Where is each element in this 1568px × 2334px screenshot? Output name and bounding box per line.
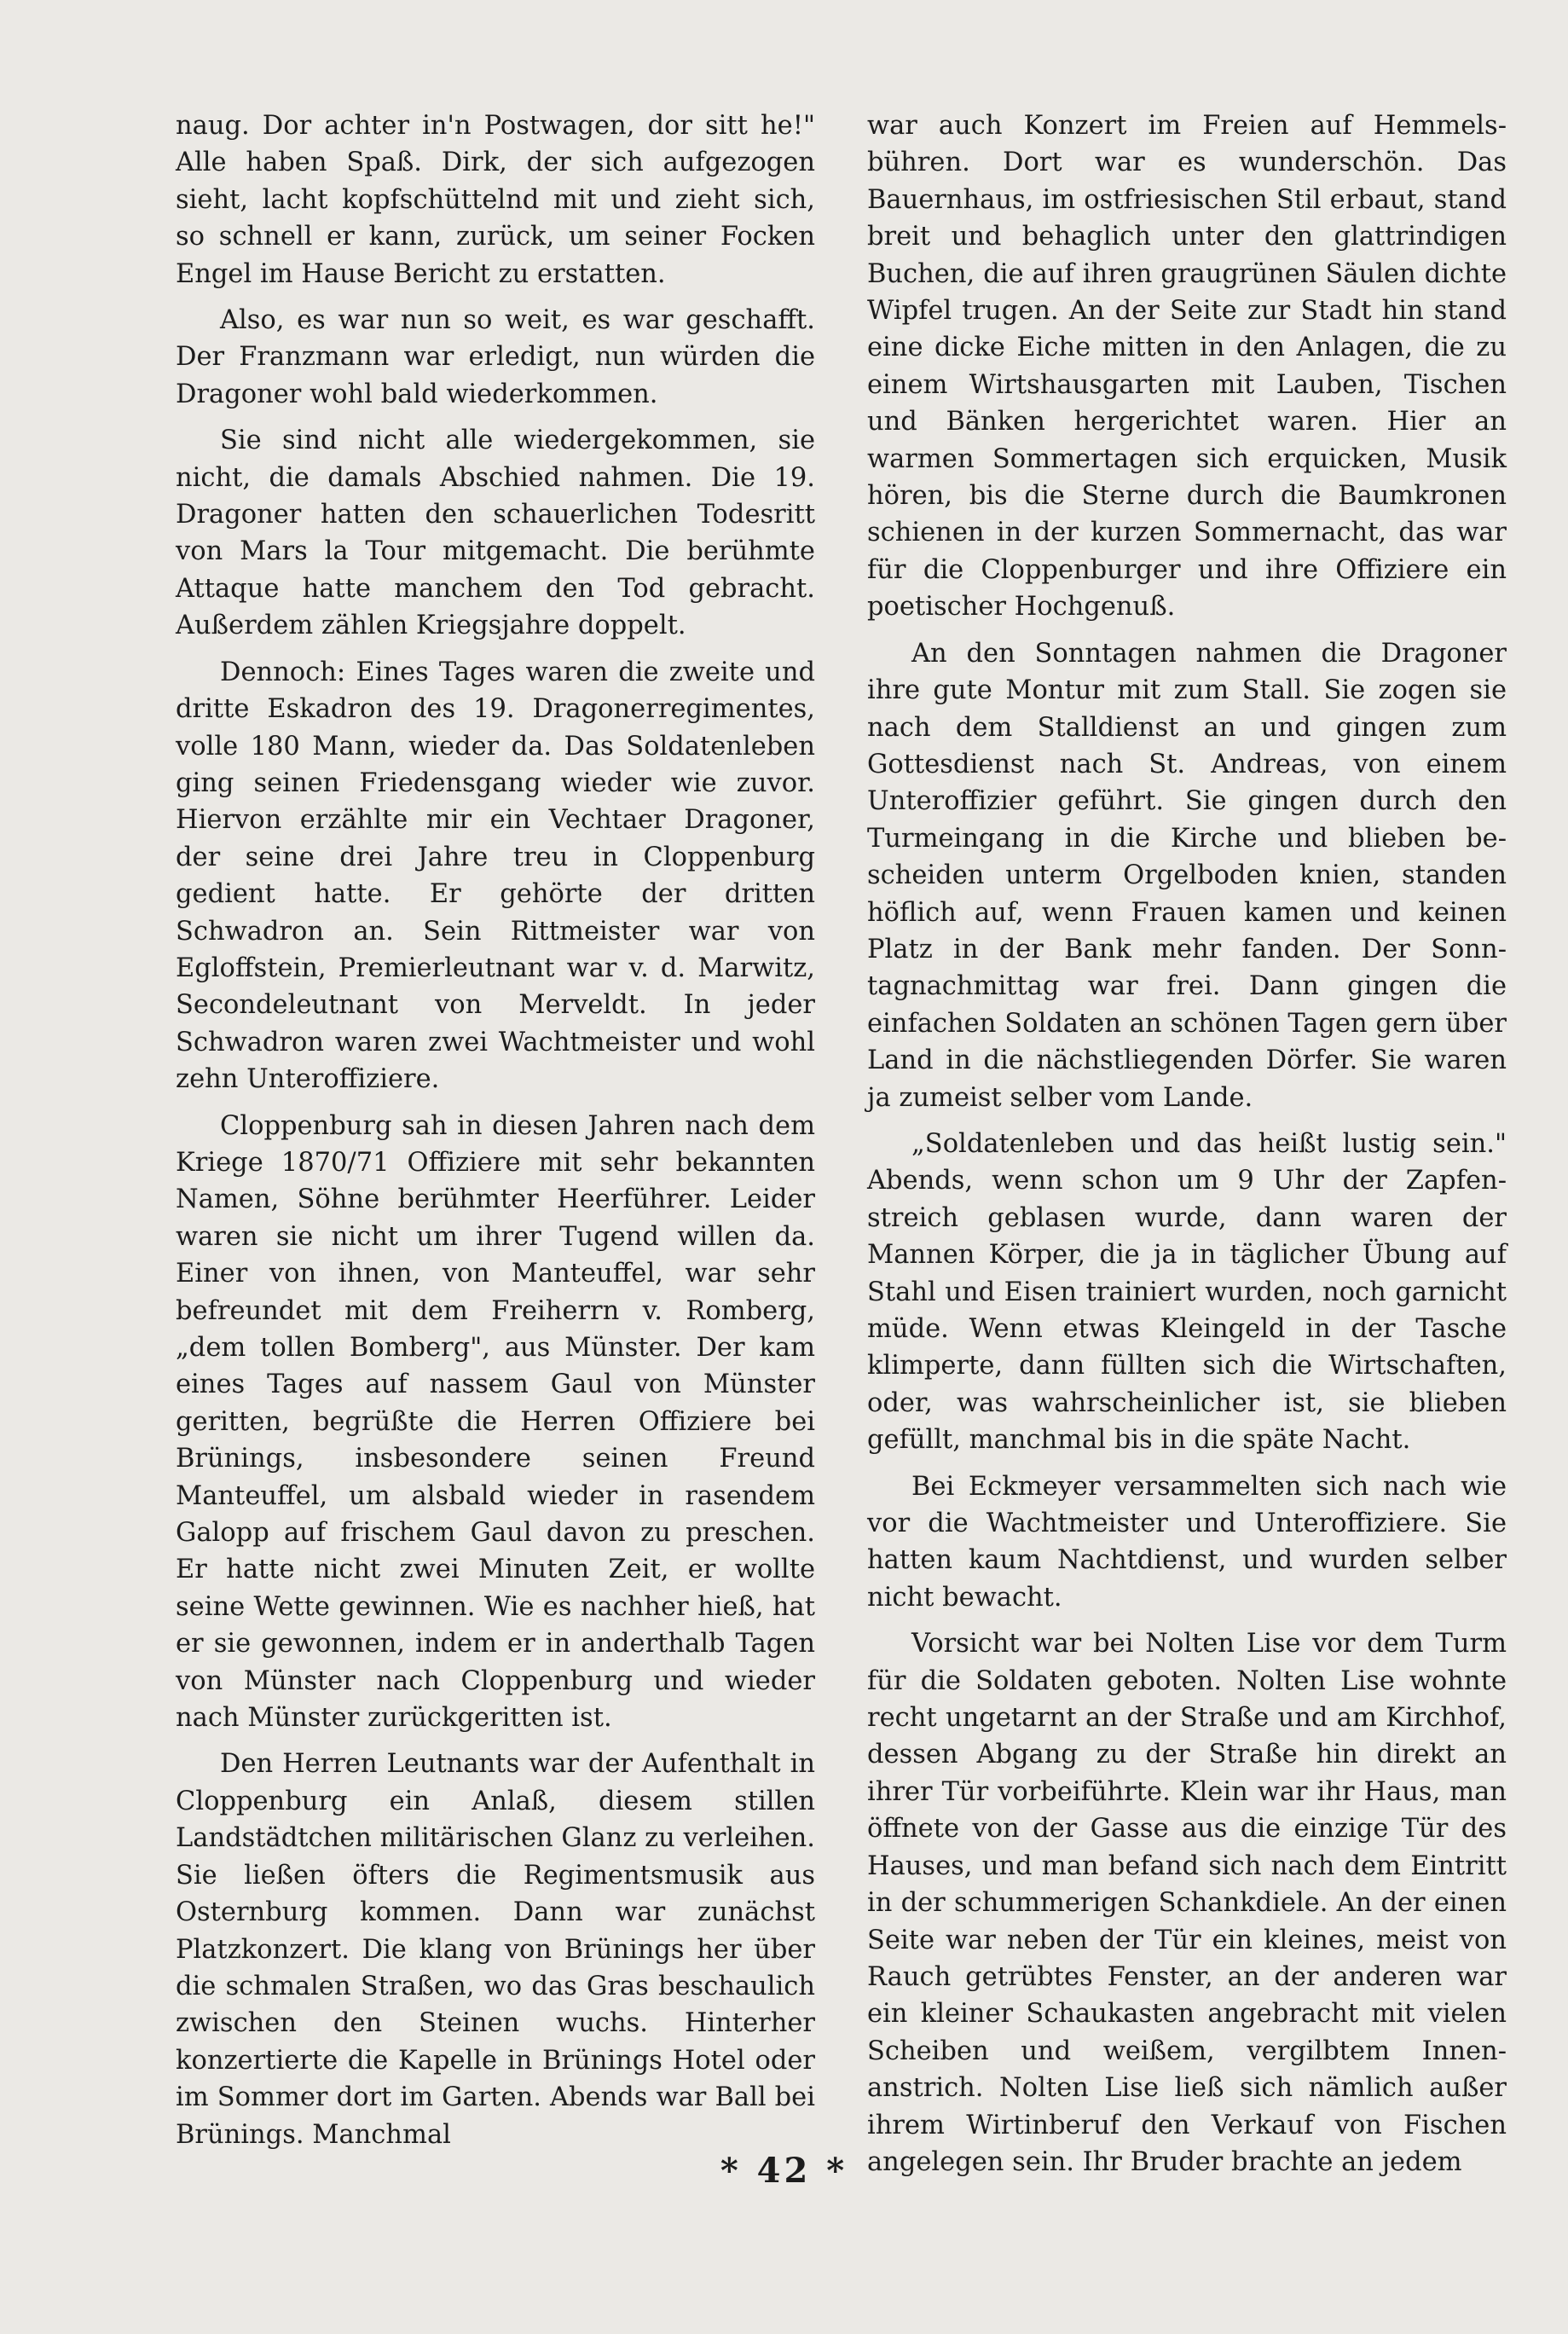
right-column: [867, 107, 1507, 2190]
paragraph: Cloppenburg sah in diesen Jahren nach dem Kriege 1870/71 Offiziere mit sehr bekannten Namen, Söhne berühmter Heerführer. Leider waren sie nicht um ihrer Tugend willen da. Einer von ihnen, von Manteuffel, war sehr befreundet mit dem Freiherrn v. Romberg, „dem tollen Bomberg", aus Münster. Der kam eines Tages auf nassem Gaul von Münster geritten, begrüßte die Herren Offiziere bei Brünings, insbesondere seinen Freund Manteuffel, um alsbald wieder in rasendem Galopp auf frischem Gaul davon zu preschen. Er hatte nicht zwei Minuten Zeit, er wollte seine Wette gewinnen. Wie es nachher hieß, hat er sie gewonnen, indem er in anderthalb Tagen von Münster nach Cloppenburg und wieder nach Münster zurückgeritten ist.: [176, 1110, 815, 1734]
paragraph: Also, es war nun so weit, es war geschafft. Der Franzmann war erledigt, nun würden die Dragoner wohl bald wiederkommen.: [176, 305, 815, 409]
paragraph: Sie sind nicht alle wiedergekommen, sie nicht, die damals Abschied nahmen. Die 19. Dragoner hatten den schauerlichen Todesritt von Mars la Tour mitgemacht. Die berühmte Attaque hatte manchem den Tod gebracht. Außerdem zählen Kriegsjahre doppelt.: [176, 426, 815, 641]
paragraph: Dennoch: Eines Tages waren die zweite und dritte Eskadron des 19. Dragonerregimentes, volle 180 Mann, wieder da. Das Soldatenleben ging seinen Friedensgang wieder wie zuvor. Hiervon erzählte mir ein Vechtaer Dragoner, der seine drei Jahre treu in Cloppenburg gedient hatte. Er gehörte der dritten Schwadron an. Sein Rittmeister war von Egloffstein, Premierleutnant war v. d. Marwitz, Secondeleutnant von Merveldt. In jeder Schwadron waren zwei Wachtmeister und wohl zehn Unteroffiziere.: [176, 657, 815, 1095]
paragraph: „Soldatenleben und das heißt lustig sein." Abends, wenn schon um 9 Uhr der Zapfenstreich geblasen wurde, dann waren der Mannen Körper, die ja in täglicher Übung auf Stahl und Eisen trainiert wurden, noch garnicht müde. Wenn etwas Kleingeld in der Tasche klimperte, dann füllten sich die Wirtschaften, oder, was wahrscheinlicher ist, sie blieben gefüllt, manchmal bis in die späte Nacht.: [867, 1128, 1507, 1456]
paragraph: Bei Eckmeyer versammelten sich nach wie vor die Wachtmeister und Unteroffiziere. Sie hatten kaum Nachtdienst, und wurden selber nicht bewacht.: [867, 1471, 1507, 1613]
left-column: [176, 107, 815, 2163]
paragraph: naug. Dor achter in'n Postwagen, dor sitt he!" Alle haben Spaß. Dirk, der sich aufgezogen sieht, lacht kopfschüttelnd mit und zieht sich, so schnell er kann, zurück, um seiner Focken Engel im Hause Bericht zu erstatten.: [176, 111, 815, 289]
paragraph: war auch Konzert im Freien auf Hemmelsbühren. Dort war es wunderschön. Das Bauernhaus, im ostfriesischen Stil erbaut, stand breit und behaglich unter den glattrindigen Buchen, die auf ihren graugrünen Säulen dichte Wipfel trugen. An der Seite zur Stadt hin stand eine dicke Eiche mitten in den Anlagen, die zu einem Wirtshausgarten mit Lauben, Tischen und Bänken hergerichtet waren. Hier an warmen Sommertagen sich erquicken, Musik hören, bis die Sterne durch die Baumkronen schienen in der kurzen Sommernacht, das war für die Cloppenburger und ihre Offiziere ein poetischer Hochgenuß.: [867, 111, 1507, 623]
paragraph: Vorsicht war bei Nolten Lise vor dem Turm für die Soldaten geboten. Nolten Lise wohnte recht ungetarnt an der Straße und am Kirchhof, dessen Abgang zu der Straße hin direkt an ihrer Tür vorbeiführte. Klein war ihr Haus, man öffnete von der Gasse aus die einzige Tür des Hauses, und man befand sich nach dem Eintritt in der schummerigen Schankdiele. An der einen Seite war neben der Tür ein kleines, meist von Rauch getrübtes Fenster, an der anderen war ein kleiner Schaukasten angebracht mit vielen Scheiben und weißem, vergilbtem Innenanstrich. Nolten Lise ließ sich nämlich außer ihrem Wirtinberuf den Verkauf von Fischen angelegen sein. Ihr Bruder brachte an jedem: [867, 1629, 1507, 2177]
page-number: * 42 *: [720, 2151, 848, 2191]
paragraph: Den Herren Leutnants war der Aufenthalt in Cloppenburg ein Anlaß, diesem stillen Landstädtchen militärischen Glanz zu verleihen. Sie ließen öfters die Regimentsmusik aus Osternburg kommen. Dann war zunächst Platzkonzert. Die klang von Brünings her über die schmalen Straßen, wo das Gras beschaulich zwischen den Steinen wuchs. Hinterher konzertierte die Kapelle in Brünings Hotel oder im Sommer dort im Garten. Abends war Ball bei Brünings. Manchmal: [176, 1749, 815, 2150]
paragraph: An den Sonntagen nahmen die Dragoner ihre gute Montur mit zum Stall. Sie zogen sie nach dem Stalldienst an und gingen zum Gottesdienst nach St. Andreas, von einem Unteroffizier geführt. Sie gingen durch den Turmeingang in die Kirche und blieben bescheiden unterm Orgelboden knien, standen höflich auf, wenn Frauen kamen und keinen Platz in der Bank mehr fanden. Der Sonntagnachmittag war frei. Dann gingen die einfachen Soldaten an schönen Tagen gern über Land in die nächstliegenden Dörfer. Sie waren ja zumeist selber vom Lande.: [867, 638, 1507, 1113]
